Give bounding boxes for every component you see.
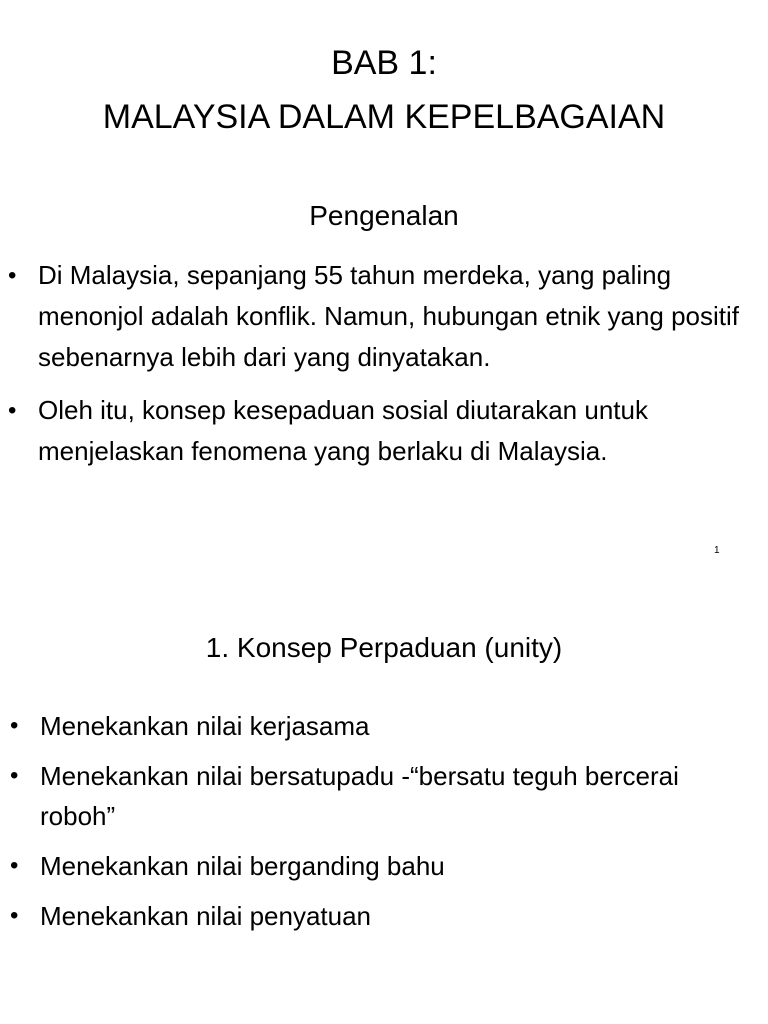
bullet-item	[10, 896, 750, 936]
bullet-icon: •	[10, 902, 19, 929]
bullet-item	[8, 255, 748, 378]
bullet-list-konsep-perpaduan	[10, 706, 750, 946]
slide-title-line-1: BAB 1:	[331, 44, 437, 82]
bullet-icon: •	[10, 762, 19, 789]
bullet-text: Di Malaysia, sepanjang 55 tahun merdeka, yang paling menonjol adalah konflik. Namun, hubungan etnik yang positif sebenarnya lebih dari yang dinyatakan.	[38, 260, 740, 372]
page-number: 1	[714, 545, 720, 556]
bullet-icon: •	[10, 712, 19, 739]
slide-title-line-2: MALAYSIA DALAM KEPELBAGAIAN	[102, 98, 666, 136]
bullet-icon: •	[8, 262, 17, 289]
bullet-item	[8, 390, 748, 472]
bullet-text: Menekankan nilai bersatupadu -“bersatu teguh bercerai roboh”	[40, 761, 679, 831]
bullet-text: Menekankan nilai kerjasama	[40, 711, 370, 741]
bullet-icon: •	[10, 852, 19, 879]
bullet-icon: •	[8, 397, 17, 424]
bullet-list-pengenalan	[8, 255, 748, 484]
bullet-item	[10, 846, 750, 886]
section-heading-pengenalan: Pengenalan	[309, 200, 459, 231]
bullet-text: Oleh itu, konsep kesepaduan sosial diutarakan untuk menjelaskan fenomena yang berlaku di Malaysia.	[38, 395, 648, 466]
bullet-item	[10, 756, 750, 836]
section-heading-konsep-perpaduan: 1. Konsep Perpaduan (unity)	[205, 632, 563, 663]
bullet-item	[10, 706, 750, 746]
bullet-text: Menekankan nilai berganding bahu	[40, 851, 445, 881]
bullet-text: Menekankan nilai penyatuan	[40, 901, 372, 931]
